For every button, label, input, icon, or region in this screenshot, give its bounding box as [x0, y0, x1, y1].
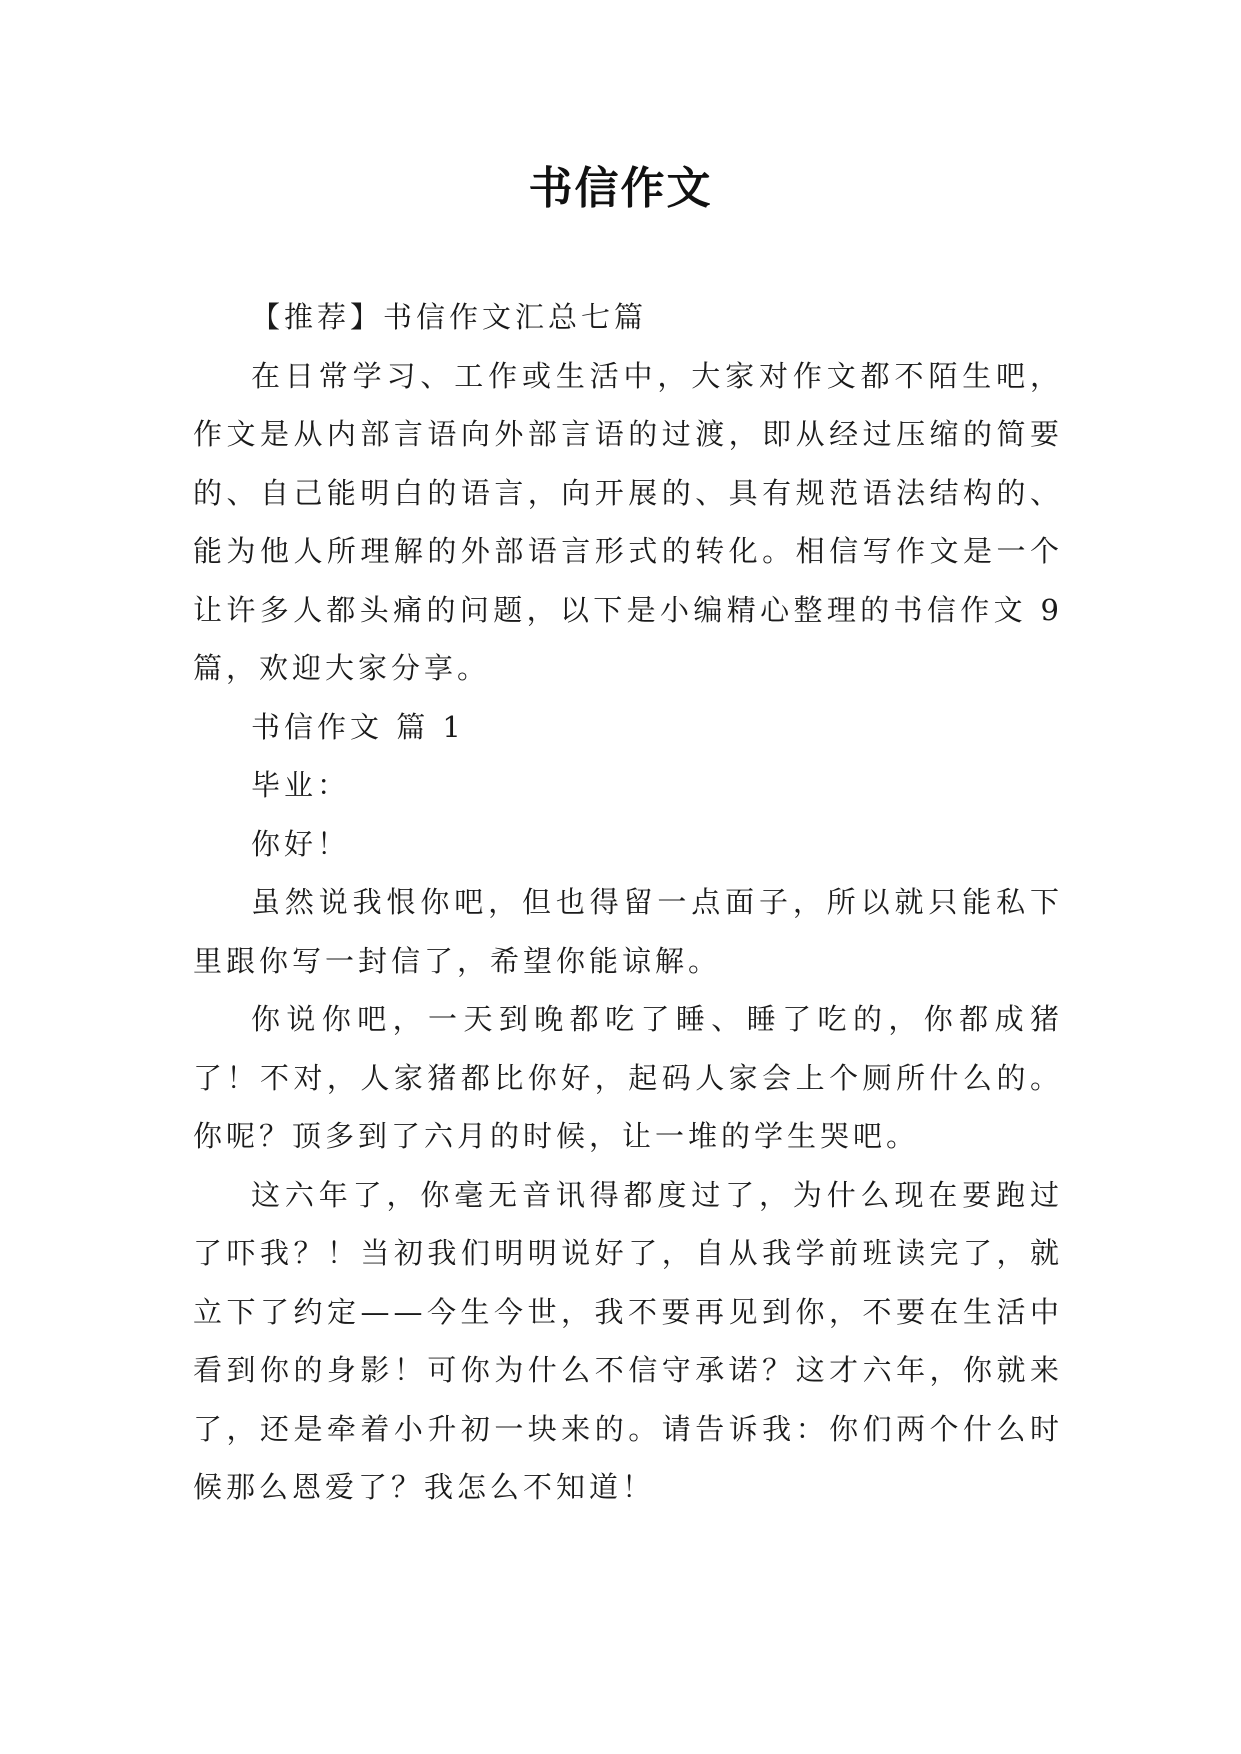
document-body: [193, 288, 1063, 1517]
letter-paragraph: 这六年了，你毫无音讯得都度过了，为什么现在要跑过了吓我？！当初我们明明说好了，自从我学前班读完了，就立下了约定——今生今世，我不要再见到你，不要在生活中看到你的身影！可你为什么不信守承诺？这才六年，你就来了，还是牵着小升初一块来的。请告诉我：你们两个什么时候那么恩爱了？我怎么不知道！: [193, 1177, 1063, 1504]
letter-salutation: 毕业：: [251, 768, 351, 802]
document-title: 书信作文: [528, 163, 713, 214]
section-heading: 书信作文 篇 1: [251, 709, 465, 744]
intro-subtitle: 【推荐】书信作文汇总七篇: [251, 300, 648, 334]
letter-paragraph: 你说你吧，一天到晚都吃了睡、睡了吃的，你都成猪了！不对，人家猪都比你好，起码人家会上个厕所什么的。你呢？顶多到了六月的时候，让一堆的学生哭吧。: [193, 1002, 1063, 1153]
intro-paragraph: 在日常学习、工作或生活中，大家对作文都不陌生吧，作文是从内部言语向外部言语的过渡，即从经过压缩的简要的、自己能明白的语言，向开展的、具有规范语法结构的、能为他人所理解的外部语言形式的转化。相信写作文是一个让许多人都头痛的问题，以下是小编精心整理的书信作文 9 篇，欢迎大家分享。: [193, 358, 1063, 685]
letter-greeting: 你好！: [251, 826, 351, 861]
letter-paragraph: 虽然说我恨你吧，但也得留一点面子，所以就只能私下里跟你写一封信了，希望你能谅解。: [193, 885, 1063, 978]
